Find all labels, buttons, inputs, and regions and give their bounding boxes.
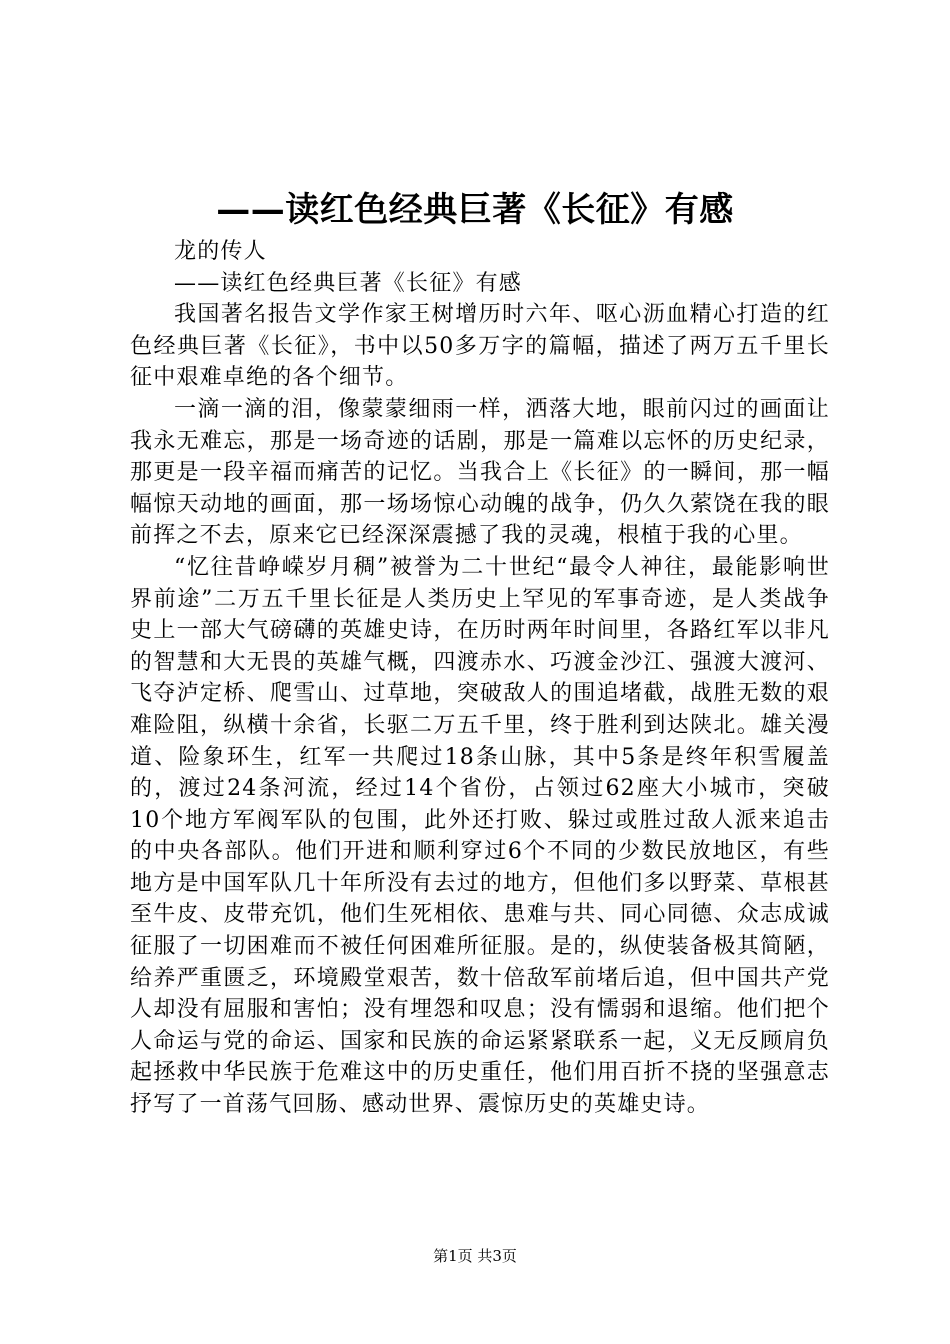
document-body bbox=[130, 236, 830, 1121]
page-footer: 第1页 共3页 bbox=[433, 1247, 517, 1265]
document-title: ——读红色经典巨著《长征》有感 bbox=[216, 190, 734, 230]
paragraph-intro: 我国著名报告文学作家王树增历时六年、呕心沥血精心打造的红色经典巨著《长征》，书中以50多万字的篇幅，描述了两万五千里长征中艰难卓绝的各个细节。 bbox=[130, 302, 830, 391]
paragraph-reflection: 一滴一滴的泪，像蒙蒙细雨一样，洒落大地，眼前闪过的画面让我永无难忘，那是一场奇迹的话剧，那是一篇难以忘怀的历史纪录，那更是一段辛福而痛苦的记忆。当我合上《长征》的一瞬间，那一幅幅惊天动地的画面，那一场场惊心动魄的战争，仍久久萦饶在我的眼前挥之不去，原来它已经深深震撼了我的灵魂，根植于我的心里。 bbox=[130, 396, 830, 549]
paragraph-history: “忆往昔峥嵘岁月稠”被誉为二十世纪“最令人神往，最能影响世界前途”二万五千里长征是人类历史上罕见的军事奇迹，是人类战争史上一部大气磅礴的英雄史诗，在历时两年时间里，各路红军以非凡的智慧和大无畏的英雄气概，四渡赤水、巧渡金沙江、强渡大渡河、飞夺泸定桥、爬雪山、过草地，突破敌人的围追堵截，战胜无数的艰难险阻，纵横十余省，长驱二万五千里，终于胜利到达陕北。雄关漫道、险象环生，红军一共爬过18条山脉，其中5条是终年积雪履盖的，渡过24条河流，经过14个省份，占领过62座大小城市，突破10个地方军阀军队的包围，此外还打败、躲过或胜过敌人派来追击的中央各部队。他们开进和顺利穿过6个不同的少数民放地区，有些地方是中国军队几十年所没有去过的地方，但他们多以野菜、草根甚至牛皮、皮带充饥，他们生死相依、患难与共、同心同德、众志成诚征服了一切困难而不被任何困难所征服。是的，纵使装备极其简陋，给养严重匮乏，环境殿堂艰苦，数十倍敌军前堵后追，但中国共产党人却没有屈服和害怕；没有埋怨和叹息；没有懦弱和退缩。他们把个人命运与党的命运、国家和民族的命运紧紧联系一起，义无反顾肩负起拯救中华民族于危难这中的历史重任，他们用百折不挠的坚强意志抒写了一首荡气回肠、感动世界、震惊历史的英雄史诗。 bbox=[130, 554, 830, 1118]
subtitle-line: ——读红色经典巨著《长征》有感 bbox=[174, 270, 523, 296]
author-line: 龙的传人 bbox=[174, 239, 267, 264]
